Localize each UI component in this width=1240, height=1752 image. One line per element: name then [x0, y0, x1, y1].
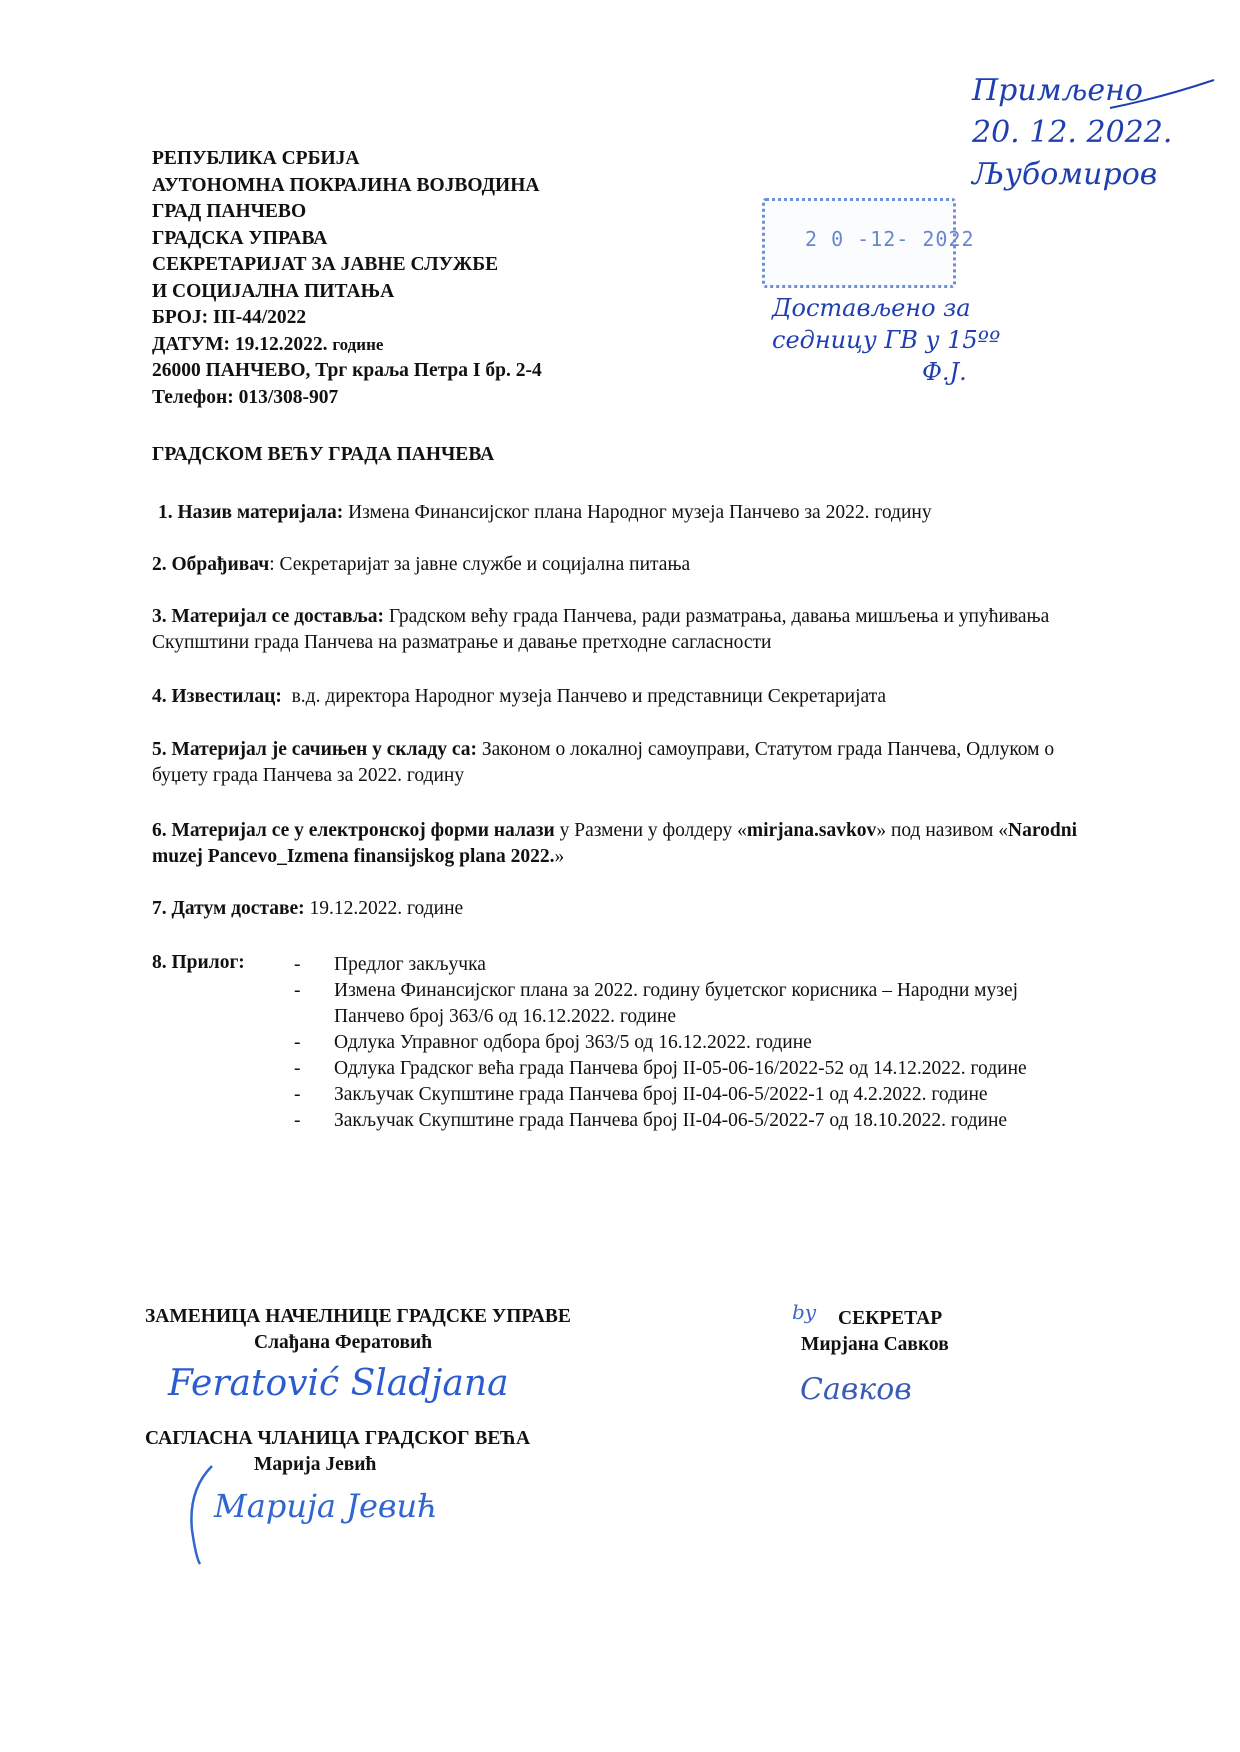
secretary-name: Мирјана Савков [801, 1334, 949, 1355]
document-number: БРОЈ: III-44/2022 [152, 307, 307, 328]
received-note-name: Љубомиров [972, 157, 1158, 192]
item-label: 3. Материјал се доставља: [152, 606, 384, 627]
item-label: 5. Материјал је сачињен у складу са: [152, 739, 477, 760]
deputy-signature: Feratović Sladjana [168, 1363, 509, 1404]
item-label: 6. Материјал се у електронској форми налази [152, 820, 555, 841]
item-text: 19.12.2022. године [309, 898, 464, 919]
addressee: ГРАДСКОМ ВЕЋУ ГРАДА ПАНЧЕВА [152, 444, 495, 465]
received-note-date: 20. 12. 2022. [972, 115, 1173, 150]
secretary-initials: by [792, 1300, 817, 1324]
item-text: » [554, 846, 565, 867]
header-line: СЕКРЕТАРИЈАТ ЗА ЈАВНЕ СЛУЖБЕ [152, 254, 499, 275]
council-member-signature: Марија Јевић [214, 1487, 438, 1525]
attachment-item [292, 1082, 1092, 1108]
attachment-text: Закључак Скупштине града Панчева број II-04-06-5/2022-7 од 18.10.2022. године [334, 1110, 1008, 1131]
attachment-text: Измена Финансијског плана за 2022. годину буџетског корисника – Народни музеј Панчево број 363/6 од 16.12.2022. године [334, 980, 1019, 1027]
received-note-line: Примљено [972, 73, 1143, 108]
item-label: 4. Известилац: [152, 686, 282, 707]
deputy-title: ЗАМЕНИЦА НАЧЕЛНИЦЕ ГРАДСКЕ УПРАВЕ [145, 1306, 571, 1327]
attachment-text: Предлог закључка [334, 954, 486, 975]
header-line: АУТОНОМНА ПОКРАЈИНА ВОЈВОДИНА [152, 174, 540, 196]
secretary-signature: Савков [800, 1372, 912, 1407]
address: 26000 ПАНЧЕВО, Трг краља Петра I бр. 2-4 [152, 360, 542, 381]
item-legal-basis [152, 737, 1082, 789]
item-text: у Размени у фолдеру « [559, 820, 747, 841]
header-line: ГРАДСКА УПРАВА [152, 227, 328, 249]
received-note-underline [1110, 76, 1220, 116]
council-member-name: Марија Јевић [254, 1454, 377, 1475]
item-label: 2. Обрађивач [152, 554, 270, 575]
item-reporter [152, 684, 1082, 710]
secretary-title: СЕКРЕТАР [838, 1308, 943, 1329]
item-label: 1. Назив материјала: [158, 502, 344, 523]
folder-name: mirjana.savkov [746, 820, 877, 841]
delivery-note-line: Достављено за [772, 294, 971, 322]
date-suffix: године [332, 334, 384, 354]
file-name: Narodni muzej Pancevo_Izmena finansijskog plana 2022. [152, 820, 1078, 867]
header-line: РЕПУБЛИКА СРБИЈА [152, 148, 360, 169]
delivery-note-initials: Ф.Ј. [922, 358, 967, 386]
item-text: в.д. директора Народног музеја Панчево и представници Секретаријата [291, 686, 887, 707]
item-delivery-date [152, 896, 1082, 922]
council-member-title: САГЛАСНА ЧЛАНИЦА ГРАДСКОГ ВЕЋА [145, 1428, 531, 1449]
attachment-item [292, 978, 1092, 1030]
item-processor [152, 552, 1082, 578]
bullet-dash: - [294, 954, 301, 975]
bullet-dash: - [294, 980, 301, 1001]
delivery-note [772, 292, 1000, 388]
bullet-dash: - [294, 1084, 301, 1105]
receipt-stamp [762, 198, 975, 288]
phone: Телефон: 013/308-907 [152, 386, 339, 408]
attachment-text: Одлука Управног одбора број 363/5 од 16.12.2022. године [334, 1032, 812, 1053]
attachment-text: Закључак Скупштине града Панчева број II-04-06-5/2022-1 од 4.2.2022. године [334, 1084, 988, 1105]
signature-flourish [186, 1460, 216, 1570]
attachment-item [292, 1030, 1092, 1056]
attachment-item [292, 1108, 1092, 1134]
delivery-note-line: седницу ГВ у 15ºº [772, 326, 1001, 354]
item-electronic-location [152, 818, 1082, 870]
attachments-label: 8. Прилог: [152, 952, 245, 973]
document-date [152, 332, 542, 359]
bullet-dash: - [294, 1032, 301, 1053]
bullet-dash: - [294, 1058, 301, 1079]
header-line: ГРАД ПАНЧЕВО [152, 201, 307, 222]
stamp-date: 2 0 -12- 2022 [805, 227, 975, 251]
item-text: » под називом « [876, 820, 1009, 841]
attachment-item [292, 1056, 1092, 1082]
header-line: И СОЦИЈАЛНА ПИТАЊА [152, 280, 395, 302]
attachment-item [292, 952, 1092, 978]
attachments-list [292, 952, 1092, 1134]
item-text: Градском већу града Панчева, ради разматрања, давања мишљења и упућивања Скупштини града Панчева на разматрање и давање претходне сагласности [152, 606, 1050, 653]
item-delivered-to [152, 604, 1082, 656]
bullet-dash: - [294, 1110, 301, 1131]
deputy-name: Слађана Ферaтовић [254, 1332, 433, 1353]
item-text: : Секретаријат за јавне службе и социјална питања [269, 554, 691, 575]
attachment-text: Одлука Градског већа града Панчева број II-05-06-16/2022-52 од 14.12.2022. године [334, 1058, 1027, 1079]
item-text: Законом о локалној самоуправи, Статутом града Панчева, Одлуком о буџету града Панчева за 2022. годину [152, 739, 1055, 786]
item-label: 7. Датум доставе: [152, 898, 305, 919]
item-text: Измена Финансијског плана Народног музеја Панчево за 2022. годину [348, 502, 932, 523]
date-label: ДАТУМ: 19.12.2022. [152, 333, 328, 355]
document-header [152, 146, 542, 411]
item-material-name [158, 500, 1088, 526]
